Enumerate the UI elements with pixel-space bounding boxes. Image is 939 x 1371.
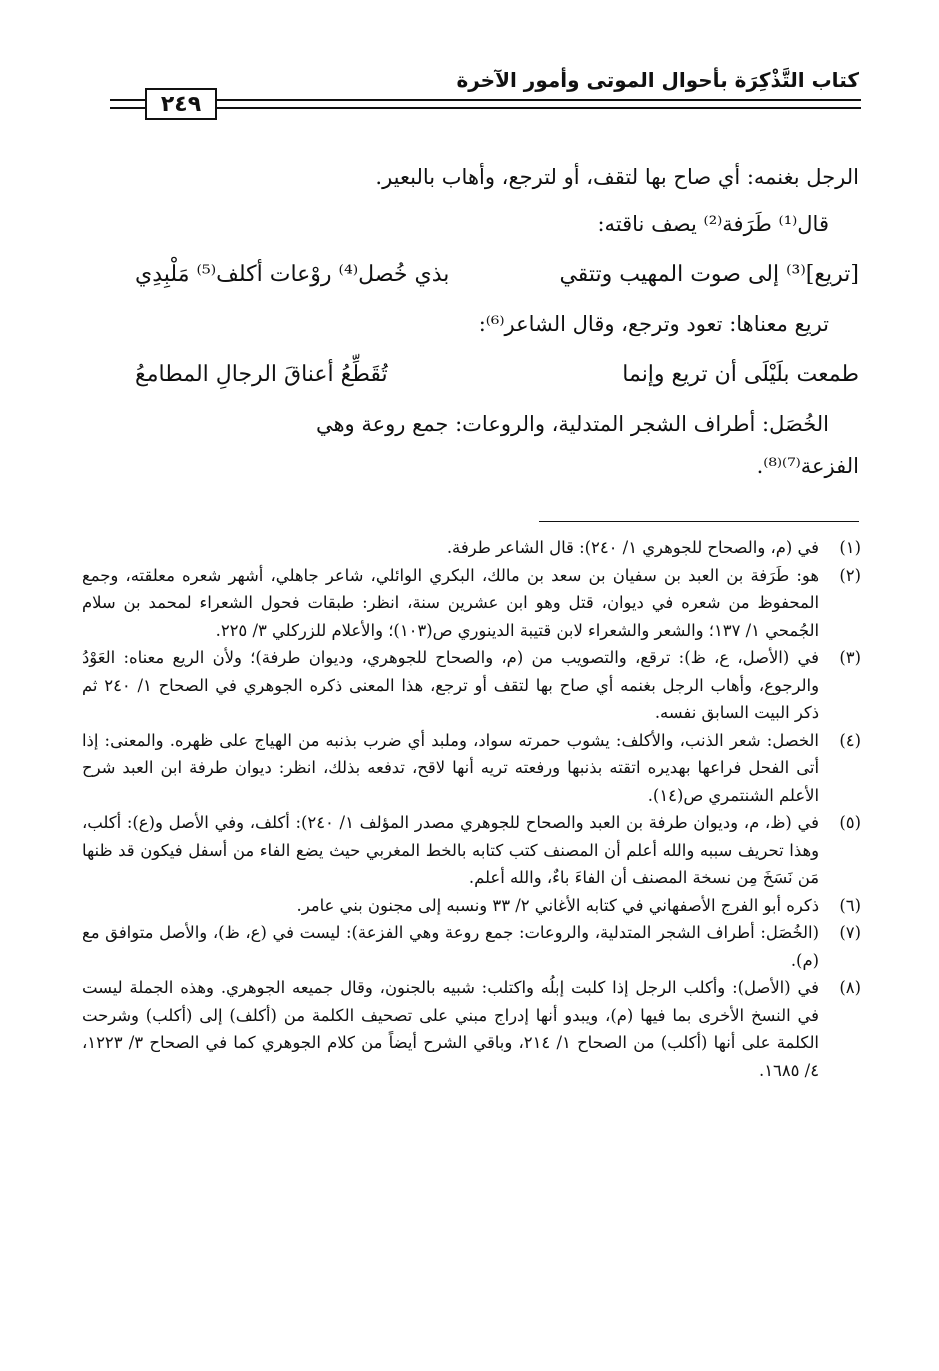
footnote-text: في (ظ، م، وديوان طرفة بن العبد والصحاح للجوهري مصدر المؤلف ١/ ٢٤٠): أكلف، وفي الأصل و(ع): أكلب، وهذا تحريف سببه والله أعلم أن المصنف كتب كتابه بالخط المغربي حيث يضع الفاء من أسفل فيكون قد ظنها مَن نَسَخَ مِن نسخة المصنف أن الفاءَ باءٌ، والله أعلم. [82,813,820,887]
footnote-number: (٣) [839,648,861,667]
body-line-2: قال⁽¹⁾ طَرَفة⁽²⁾ يصف ناقته: [597,212,829,236]
footnote-number: (٥) [839,813,861,832]
body-line-1: الرجل بغنمه: أي صاح بها لتقف، أو لترجع، وأهاب بالبعير. [375,165,859,189]
footnote-number: (٤) [839,730,861,750]
footnote-text: الخصل: شعر الذنب، والأكلف: يشوب حمرته سواد، وملبد أي ضرب بذنبه من الهياج على ظهره. والمعنى: إذا أتى الفحل فراعها بهديره اتقته بذنبها ورفعته تريه أنها لاقح، تدفعه بذلك، انظر: ديوان طرفة ابن العبد شرح الأعلم الشنتمري ص(١٤). [82,730,819,805]
footnote-text: هو: طَرَفة بن العبد بن سفيان بن سعد بن مالك، البكري الوائلي، شاعر جاهلي، أشهر شعره معلقته، وجمع المحفوظ من شعره في ديوان، قتل وهو ابن عشرين سنة، انظر: طبقات فحول الشعراء لمحمد بن سلام الجُمحي ١/ ١٣٧؛ والشعر والشعراء لابن قتيبة الدينوري ص(١٠٣)؛ والأعلام للزركلي ٣/ ٢٢٥. [82,565,819,640]
footnote-2 [82,562,861,645]
footnote-8 [82,974,861,1084]
footnote-7 [82,919,861,974]
footnote-number: (٨) [839,978,861,997]
page-number-box [145,88,217,120]
footnote-1 [82,534,861,562]
poem-verse-2-second-hemistich: تُقَطِّعُ أعناقَ الرجالِ المطامعُ [135,362,388,387]
footnote-number: (٢) [839,565,861,585]
footnotes [82,534,861,1084]
body-line-3: تريع معناها: تعود وترجع، وقال الشاعر⁽⁶⁾: [478,312,829,336]
page-number: ٢٤٩ [160,91,202,117]
header-rule-top [110,99,861,101]
poem-verse-1-first-hemistich: [تريع]⁽³⁾ إلى صوت المهيب وتتقي [559,262,859,287]
body-line-4: الخُصَل: أطراف الشجر المتدلية، والروعات: جمع روعة وهي [315,412,829,436]
footnote-text: ذكره أبو الفرج الأصفهاني في كتابه الأغاني ٢/ ٣٣ ونسبه إلى مجنون بني عامر. [296,895,819,915]
footnote-text: في (م، والصحاح للجوهري ١/ ٢٤٠): قال الشاعر طرفة. [446,538,819,557]
running-header-title: كتاب التَّذْكِرَة بأحوال الموتى وأمور الآخرة [456,68,859,92]
footnote-text: (الخُصَل: أطراف الشجر المتدلية، والروعات: جمع روعة وهي الفزعة): ليست في (ع، ظ)، والأصل متوافق مع (م). [82,923,819,970]
footnote-5 [82,809,861,892]
poem-verse-1-second-hemistich: بذي خُصل⁽⁴⁾ روْعات أكلف⁽⁵⁾ مَلْبِدِي [135,262,450,287]
poem-verse-1 [135,262,859,287]
footnote-4 [82,727,861,810]
footnote-text: في (الأصل، ع، ظ): ترقع، والتصويب من (م، والصحاح للجوهري، وديوان طرفة)؛ ولأن الريع معناه: العَوْدُ والرجوع، وأهاب الرجل بغنمه أي صاح بها لتقف أو ترجع، هذا المعنى ذكره الجوهري في الصحاح ١/ ٢٤٠ ثم ذكر البيت السابق نفسه. [82,648,819,722]
footnote-number: (٧) [839,923,861,942]
header-rule-bottom [110,107,861,109]
footnote-3 [82,644,861,727]
body-line-5: الفزعة⁽⁷⁾⁽⁸⁾. [756,454,859,478]
footnote-number: (١) [839,538,861,557]
poem-verse-2-first-hemistich: طمعت بلَيْلَى أن تريع وإنما [622,362,859,387]
footnote-separator [539,521,859,522]
footnote-text: في (الأصل): وأكلب الرجل إذا كلبت إبلُه واكتلب: شبيه بالجنون، وقال جميعه الجوهري. وهذه الجملة ليست في النسخ الأخرى بما فيها (م)، ويبدو أنها إدراج مبني على تصحيف الكلمة من (أكلف) إلى (أكلب) وشرحت الكلمة على أنها (أكلب) من الصحاح ١/ ٢١٤، وباقي الشرح أيضاً من كلام الجوهري كما في الصحاح ٣/ ١٢٢٣، ٤/ ١٦٨٥. [82,978,819,1080]
poem-verse-2 [135,362,859,387]
footnote-number: (٦) [839,895,861,915]
footnote-6 [82,892,861,920]
